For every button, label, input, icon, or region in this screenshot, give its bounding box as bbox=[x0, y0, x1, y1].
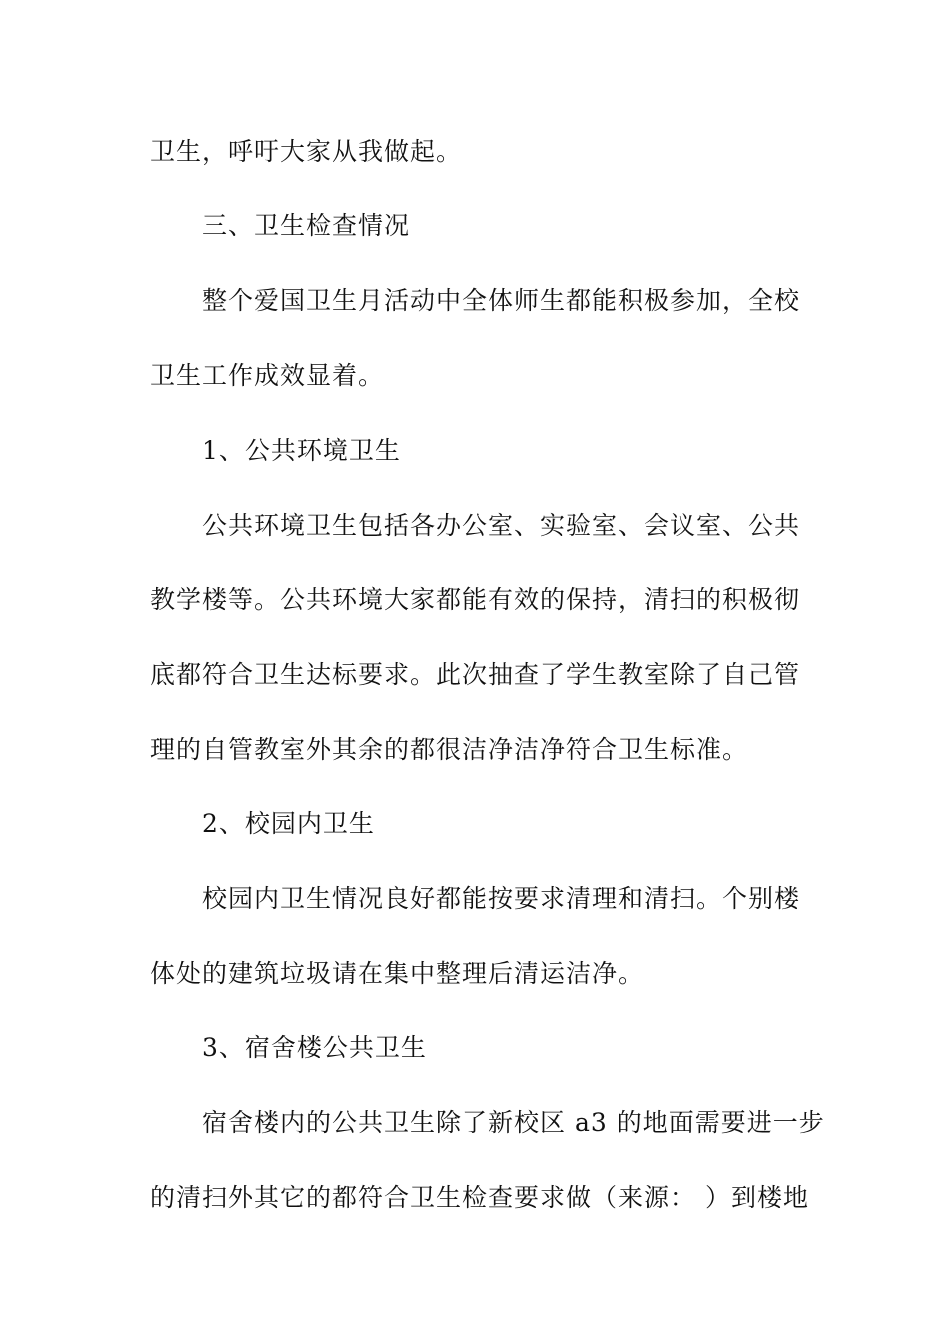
paragraph-continuation-line: 卫生，呼吁大家从我做起。 bbox=[150, 137, 463, 166]
paragraph-line: 校园内卫生情况良好都能按要求清理和清扫。个别楼 bbox=[202, 884, 801, 913]
subsection-heading-campus: 2、校园内卫生 bbox=[202, 809, 375, 838]
subsection-heading-public-environment: 1、公共环境卫生 bbox=[202, 436, 401, 465]
paragraph-line: 公共环境卫生包括各办公室、实验室、会议室、公共 bbox=[202, 511, 801, 540]
paragraph-line: 宿舍楼内的公共卫生除了新校区 a3 的地面需要进一步 bbox=[202, 1108, 825, 1137]
paragraph-line: 的清扫外其它的都符合卫生检查要求做（来源： ）到楼地 bbox=[150, 1183, 809, 1212]
subsection-heading-dormitory: 3、宿舍楼公共卫生 bbox=[202, 1033, 427, 1062]
paragraph-line: 整个爱国卫生月活动中全体师生都能积极参加，全校 bbox=[202, 286, 801, 315]
paragraph-line: 理的自管教室外其余的都很洁净洁净符合卫生标准。 bbox=[150, 735, 749, 764]
paragraph-line: 教学楼等。公共环境大家都能有效的保持，清扫的积极彻 bbox=[150, 585, 801, 614]
paragraph-line: 卫生工作成效显着。 bbox=[150, 361, 385, 390]
paragraph-line: 底都符合卫生达标要求。此次抽查了学生教室除了自己管 bbox=[150, 660, 801, 689]
paragraph-line: 体处的建筑垃圾请在集中整理后清运洁净。 bbox=[150, 959, 645, 988]
section-heading-inspection: 三、卫生检查情况 bbox=[202, 211, 411, 240]
